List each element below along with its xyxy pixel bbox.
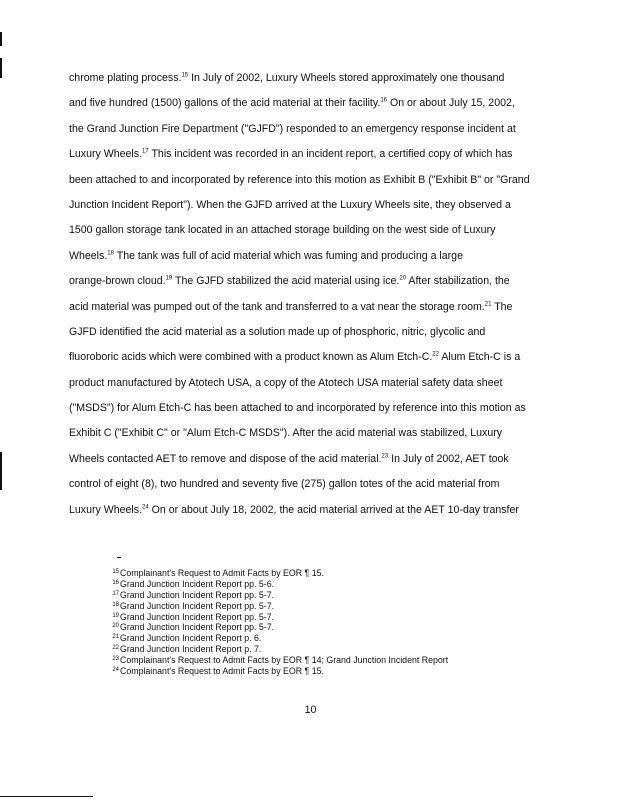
body-text-segment: Luxury Wheels. xyxy=(69,503,143,516)
body-text-segment: chrome plating process. xyxy=(69,72,182,84)
body-line xyxy=(69,218,549,243)
body-line xyxy=(69,472,549,497)
footnote-number: 21 xyxy=(112,634,119,641)
footnote-reference: 21 xyxy=(484,300,492,307)
body-line xyxy=(69,193,549,218)
body-text-segment: Luxury Wheels. xyxy=(69,148,143,161)
body-text-segment: On or about July 18, 2002, the acid material arrived at the AET 10-day transfer xyxy=(148,503,519,516)
footnote-reference: 20 xyxy=(399,275,407,282)
body-text-segment: The xyxy=(491,300,513,313)
body-line xyxy=(69,396,549,421)
body-line xyxy=(69,66,549,91)
footnote-number: 22 xyxy=(112,645,119,652)
footnote-reference: 24 xyxy=(142,504,149,511)
footnote xyxy=(103,666,533,677)
footnote-number: 24 xyxy=(112,667,119,674)
footnote-text: Complainant's Request to Admit Facts by EOR ¶ 15. xyxy=(120,568,324,578)
footnote xyxy=(103,622,533,633)
footnote-reference: 19 xyxy=(165,275,173,282)
footnote-text: Grand Junction Incident Report p. 6. xyxy=(120,633,262,644)
footnote xyxy=(103,568,533,579)
footnote-number: 17 xyxy=(112,590,119,597)
body-line xyxy=(69,142,549,167)
footnote-text: Grand Junction Incident Report pp. 5-7. xyxy=(120,589,275,600)
body-line xyxy=(69,498,549,523)
body-text-segment: Exhibit C ("Exhibit C" or "Alum Etch-C MSDS"). After the acid material was stabilized, Luxury xyxy=(69,427,503,440)
body-text-segment: After stabilization, the xyxy=(406,275,510,288)
footnote-reference: 16 xyxy=(380,97,388,104)
body-text-segment: Wheels contacted AET to remove and dispose of the acid material. xyxy=(69,452,382,465)
body-text-segment: the Grand Junction Fire Department ("GJFD") responded to an emergency response incident at xyxy=(69,122,516,135)
body-line xyxy=(69,371,549,396)
body-line xyxy=(69,117,549,142)
body-text-segment: Alum Etch-C is a xyxy=(438,351,521,364)
body-text-segment: Junction Incident Report"). When the GJFD arrived at the Luxury Wheels site, they observed a xyxy=(69,198,511,211)
body-text-segment: been attached to and incorporated by reference into this motion as Exhibit B ("Exhibit B" or "Grand xyxy=(69,173,530,186)
footnote xyxy=(103,644,533,655)
body-line xyxy=(69,320,549,345)
footnote xyxy=(103,655,533,666)
footnote-list xyxy=(103,568,533,677)
footnote-reference: 23 xyxy=(381,453,389,460)
left-edge-mark-upper xyxy=(0,58,2,78)
footnote-reference: 15 xyxy=(181,72,189,79)
body-text-segment: In July of 2002, Luxury Wheels stored approximately one thousand xyxy=(188,72,505,84)
footnote xyxy=(103,579,533,590)
footnote xyxy=(103,601,533,612)
body-line xyxy=(69,168,549,193)
body-text-segment: The tank was full of acid material which was fuming and producing a large xyxy=(113,249,463,262)
bottom-edge-rule xyxy=(0,796,93,797)
footnote-number: 15 xyxy=(112,569,119,575)
body-line xyxy=(69,345,549,370)
left-edge-mark-top xyxy=(0,32,2,46)
body-text-segment: ("MSDS") for Alum Etch-C has been attached to and incorporated by reference into this motion as xyxy=(69,402,526,415)
body-line xyxy=(69,421,549,446)
footnote-text: Grand Junction Incident Report pp. 5-6. xyxy=(120,578,275,589)
body-text-segment: product manufactured by Atotech USA, a copy of the Atotech USA material safety data sheet xyxy=(69,376,503,389)
body-text-segment: GJFD identified the acid material as a solution made up of phosphoric, nitric, glycolic and xyxy=(69,325,486,338)
footnote-reference: 17 xyxy=(142,148,149,155)
page-number: 10 xyxy=(304,704,317,716)
footnote-reference: 18 xyxy=(107,250,114,257)
footnote-number: 19 xyxy=(112,612,119,619)
body-line xyxy=(69,91,549,116)
footnote-separator xyxy=(117,557,121,558)
footnote-text: Complainant's Request to Admit Facts by EOR ¶ 14; Grand Junction Incident Report xyxy=(120,655,449,666)
body-text-segment: Wheels. xyxy=(69,249,108,262)
footnote-text: Grand Junction Incident Report p. 7. xyxy=(120,644,262,655)
footnote-text: Grand Junction Incident Report pp. 5-7. xyxy=(120,611,275,622)
body-text-segment: This incident was recorded in an incident report, a certified copy of which has xyxy=(148,148,513,161)
body-line xyxy=(69,269,549,294)
left-edge-mark-middle xyxy=(0,452,2,490)
body-text-segment: orange-brown cloud. xyxy=(69,275,166,288)
footnote-number: 23 xyxy=(112,656,119,663)
body-text-segment: and five hundred (1500) gallons of the acid material at their facility. xyxy=(69,97,381,110)
body-text-segment: control of eight (8), two hundred and seventy five (275) gallon totes of the acid material from xyxy=(69,478,500,491)
footnote-text: Grand Junction Incident Report pp. 5-7. xyxy=(120,622,275,633)
footnote xyxy=(103,612,533,623)
footnote-reference: 22 xyxy=(432,351,439,358)
body-text-segment: 1500 gallon storage tank located in an attached storage building on the west side of Luxury xyxy=(69,224,496,237)
footnote xyxy=(103,590,533,601)
footnote-text: Complainant's Request to Admit Facts by EOR ¶ 15. xyxy=(120,666,324,677)
footnote xyxy=(103,633,533,644)
body-text-segment: acid material was pumped out of the tank and transferred to a vat near the storage room. xyxy=(69,300,485,313)
footnote-number: 16 xyxy=(112,579,119,586)
footnote-number: 20 xyxy=(112,623,119,630)
footnote-text: Grand Junction Incident Report pp. 5-7. xyxy=(120,600,275,611)
body-line xyxy=(69,295,549,320)
body-line xyxy=(69,244,549,269)
body-text-segment: On or about July 15, 2002, xyxy=(387,97,515,110)
body-line xyxy=(69,447,549,472)
body-text-segment: The GJFD stabilized the acid material using ice. xyxy=(172,275,400,288)
footnote-number: 18 xyxy=(112,601,119,608)
body-paragraph xyxy=(69,66,549,523)
body-text-segment: fluoroboric acids which were combined with a product known as Alum Etch-C. xyxy=(69,351,433,364)
body-text-segment: In July of 2002, AET took xyxy=(388,452,509,465)
